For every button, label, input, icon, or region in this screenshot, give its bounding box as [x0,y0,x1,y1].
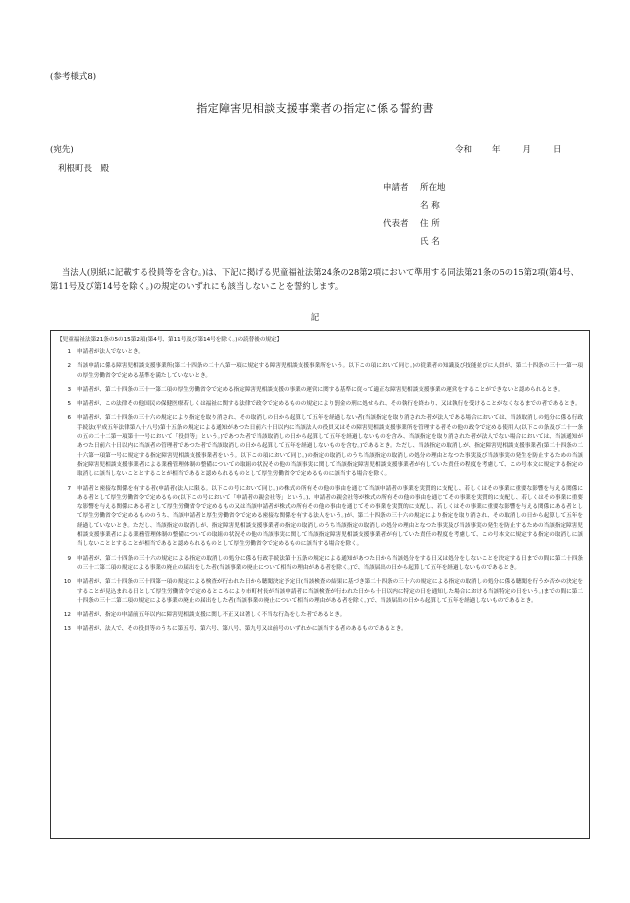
provision-item [57,348,583,357]
provision-item [57,625,583,634]
provision-item [57,578,583,606]
provision-text: 申請者が、第二十四条の三十六の規定により指定を取り消され、その取消しの日から起算して五年を経過しない者(当該指定を取り消された者が法人である場合においては、当該取消しの処分に係る行政手続法(平成五年法律第八十八号)第十五条の規定による通知があつた日前六十日以内に当該法人の役員又はその障害児相談支援事業所を管理する者その他の政令で定める使用人(以下この条及び二十一条の五の二十二第一項第十一号において「役員等」という。)であつた者で当該取消しの日から起算して五年を経過しないものを含み、当該指定を取り消された者が法人でない場合においては、当該通知があつた日前六十日以内に当該者の管理者であつた者で当該取消しの日から起算して五年を経過しないものを含む。)であるとき。ただし、当該指定の取消しが、指定障害児相談支援事業者(第二十四条の二十六第一項第一号に規定する指定障害児相談支援事業者をいう。以下この項において同じ。)の指定の取消しのうち当該指定の取消しの処分の理由となつた事実及び当該事実の発生を防止するための当該指定障害児相談支援事業者による業務管理体制の整備についての取組の状況その他の当該事実に関して当該指定障害児相談支援事業者が有していた責任の程度を考慮して、この号本文に規定する指定の取消しに該当しないこととすることが相当であると認められるものとして厚生労働省令で定めるものに該当する場合を除く。 [77,415,583,478]
date-day-unit: 日 [553,145,562,155]
provision-number: 7 [67,485,71,492]
provision-number: 10 [63,579,71,586]
provision-number: 5 [67,401,71,408]
date-era: 令和 [455,145,473,155]
provision-text: 申請者と密接な関係を有する者(申請者(法人に限る。以下この号において同じ。)の株式の所有その他の事由を通じて当該申請者の事業を実質的に支配し、若しくはその事業に重要な影響を与える関係にある者として厚生労働省令で定めるもの(以下この号において「申請者の親会社等」という。)、申請者の親会社等が株式の所有その他の事由を通じてその事業を実質的に支配し、若しくはその事業に重要な影響を与える関係にある者として厚生労働省令で定めるもの又は当該申請者が株式の所有その他の事由を通じてその事業を実質的に支配し、若しくはその事業に重要な影響を与える関係にある者として厚生労働省令で定めるもののうち、当該申請者と厚生労働省令で定める密接な関係を有する法人をいう。)が、第二十四条の三十六の規定により指定を取り消され、その取消しの日から起算して五年を経過していないとき。ただし、当該指定の取消しが、指定障害児相談支援事業者の指定の取消しのうち当該指定の取消しの処分の理由となつた事実及び当該事実の発生を防止するための当該指定障害児相談支援事業者による業務管理体制の整備についての取組の状況その他の当該事実に関して当該指定障害児相談支援事業者が有していた責任の程度を考慮して、この号本文に規定する指定の取消しに該当しないこととすることが相当であると認められるものとして厚生労働省令で定めるものに該当する場合を除く。 [77,485,583,548]
representative-label: 代表者 [383,219,409,229]
representative-name-label: 氏 名 [420,237,440,247]
provisions-box [50,330,590,839]
date-month-unit: 月 [522,145,532,155]
provision-item [57,555,583,574]
ki-heading: 記 [310,313,320,323]
provision-item [57,485,583,550]
provision-item [57,400,583,409]
provision-text: 申請者が、第二十四条の三十四第一項の規定による検査が行われた日から聴聞決定予定日(当該検査の結果に基づき第二十四条の三十六の規定による指定の取消しの処分に係る聴聞を行うか否かの決定をすることが見込まれる日として厚生労働省令で定めるところにより市町村長が当該申請者に当該検査が行われた日から十日以内に特定の日を通知した場合における当該特定の日をいう。)までの間に第二十四条の三十二第二項の規定による事業の廃止の届出をした者(当該事業の廃止について相当の理由がある者を除く。)で、当該届出の日から起算して五年を経過しないものであるとき。 [77,579,583,604]
applicant-address-label: 所在地 [420,183,446,193]
applicant-name-label: 名 称 [420,201,440,211]
provision-text: 申請者が、法人で、その役員等のうちに第五号、第六号、第八号、第九号又は前号のいずれかに該当する者のあるものであるとき。 [77,626,407,633]
date-line [455,143,562,155]
provision-number: 3 [67,386,71,393]
provisions-header: 【児童福祉法第21条の5の15第2項(第4号、第11号及び第14号を除く。)の読替後の規定】 [57,337,283,343]
provision-number: 2 [67,363,71,370]
provision-text: 当該申請に係る障害児相談支援事業所(第二十四条の二十八第一項に規定する障害児相談支援事業所をいう。以下この項において同じ。)の従業者の知識及び技能並びに人員が、第二十四条の三十一第一項の厚生労働省令で定める基準を満たしていないとき。 [77,363,583,379]
provision-number: 13 [63,626,71,633]
provision-number: 12 [63,612,71,619]
form-number: (参考様式8) [50,72,97,82]
date-year-unit: 年 [492,145,501,155]
document-title: 指定障害児相談支援事業者の指定に係る誓約書 [196,102,434,115]
provisions-list [57,348,583,635]
pledge-text: 当法人(別紙に記載する役員等を含む。)は、下記に掲げる児童福祉法第24条の28第2項において準用する同法第21条の5の15第2項(第4号、第11号及び第14号を除く。)の規定のいずれにも該当しないことを誓約します。 [50,267,579,291]
provision-number: 6 [67,415,71,422]
provision-item [57,362,583,381]
addressee-label: (宛先) [50,145,74,155]
provision-item [57,414,583,479]
recipient: 利根町長 殿 [58,164,110,174]
provision-text: 申請者が、第二十四条の三十六の規定による指定の取消しの処分に係る行政手続法第十五条の規定による通知があつた日から当該処分をする日又は処分をしないことを決定する日までの間に第二十四条の三十二第二項の規定による事業の廃止の届出をした者(当該事業の廃止について相当の理由がある者を除く。)で、当該届出の日から起算して五年を経過しないものであるとき。 [77,555,583,571]
provision-number: 1 [67,349,71,355]
provision-text: 申請者が、指定の申請前五年以内に障害児相談支援に関し不正又は著しく不当な行為をした者であるとき。 [77,612,346,619]
applicant-label: 申請者 [383,183,409,193]
provision-item [57,611,583,620]
provision-item [57,386,583,395]
representative-address-label: 住 所 [420,219,440,229]
provision-number: 9 [67,555,71,562]
provision-text: 申請者が、この法律その他国民の保健医療若しくは福祉に関する法律で政令で定めるものの規定により罰金の刑に処せられ、その執行を終わり、又は執行を受けることがなくなるまでの者であるとき。 [77,401,581,408]
provision-text: 申請者が法人でないとき。 [77,349,144,355]
provision-text: 申請者が、第二十四条の三十一第二項の厚生労働省令で定める指定障害児相談支援の事業の運営に関する基準に従って適正な障害児相談支援事業の運営をすることができないと認められるとき。 [77,386,564,393]
